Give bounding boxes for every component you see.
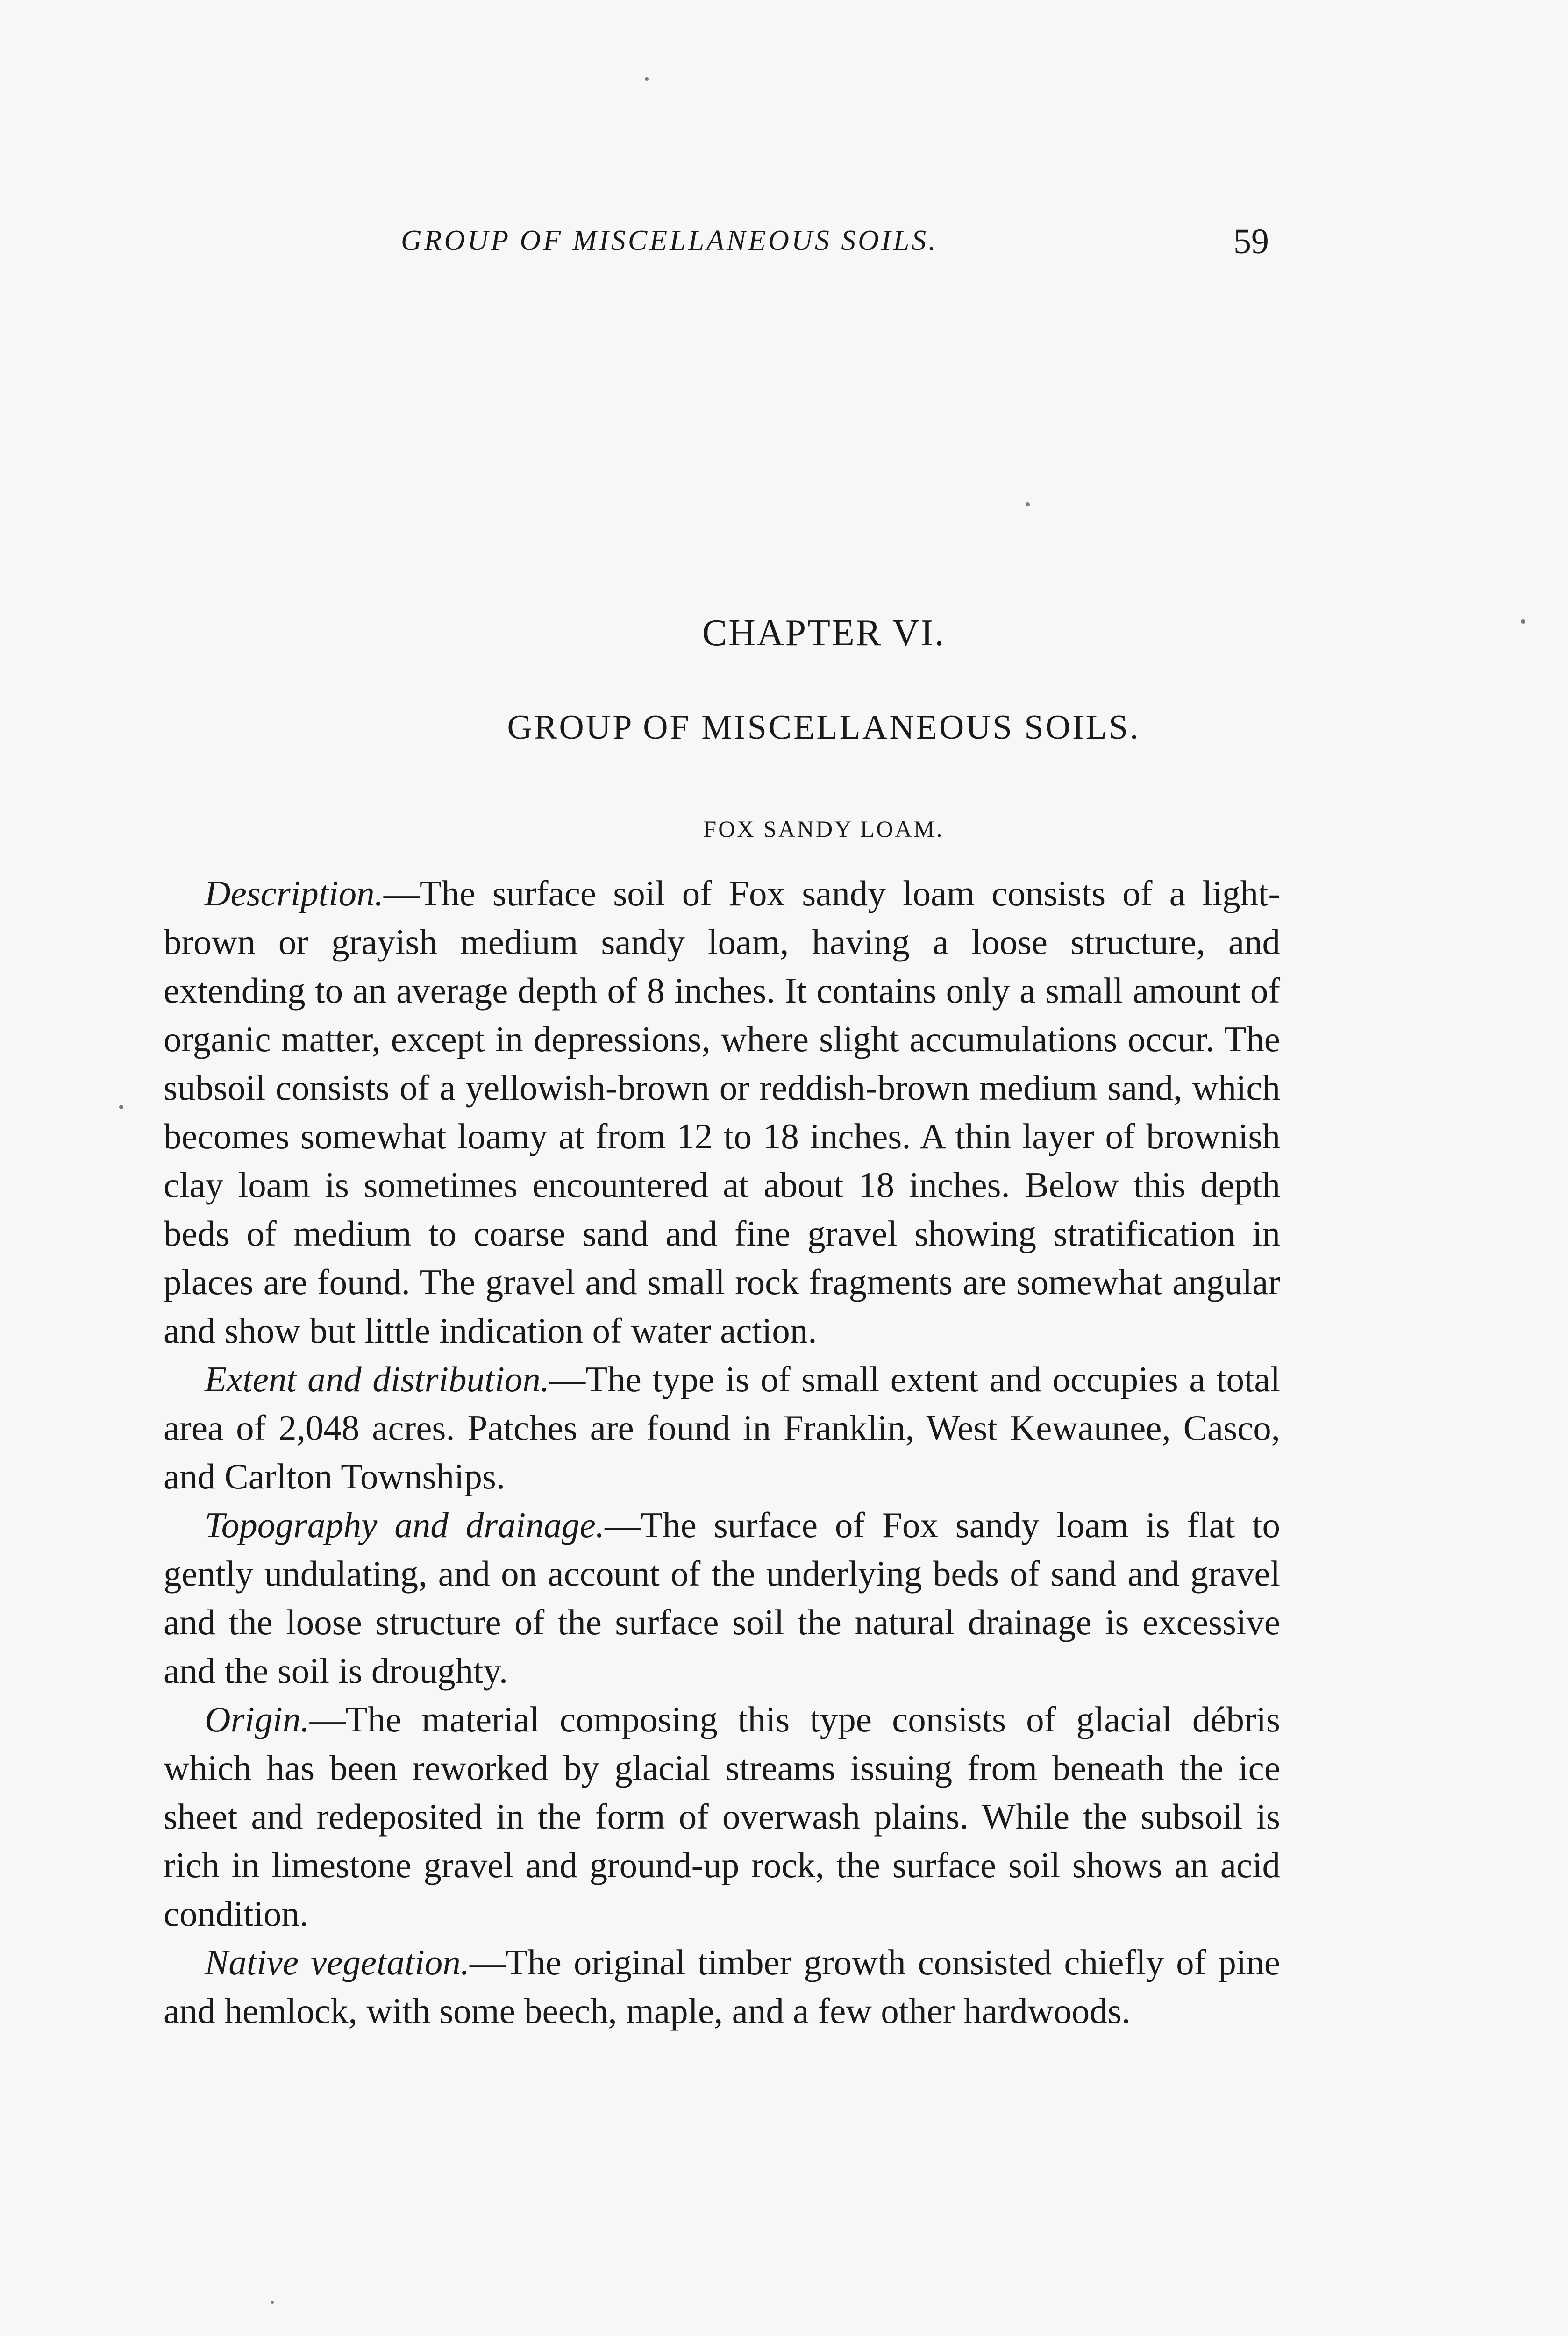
scan-speck — [271, 2301, 274, 2304]
paragraph-lead: Topography and drainage. — [205, 1505, 605, 1545]
paragraph-extent — [164, 1355, 1280, 1501]
paragraph-lead: Extent and distribution. — [205, 1359, 550, 1399]
paragraph-text: —The material composing this type consists of glacial débris which has been reworked by glacial streams issuing from beneath the ice sheet and redeposited in the form of overwash plains. While the subsoil is rich in limestone gravel and ground-up rock, the surface soil shows an acid condition. — [164, 1699, 1280, 1934]
paragraph-lead: Origin. — [205, 1699, 310, 1739]
page-number: 59 — [1233, 222, 1269, 261]
paragraph-description — [164, 869, 1280, 1355]
section-title: FOX SANDY LOAM. — [703, 816, 944, 842]
scan-speck — [119, 1105, 123, 1109]
paragraph-origin — [164, 1695, 1280, 1938]
body-text — [164, 869, 1280, 2035]
scan-speck — [645, 77, 649, 81]
chapter-title: GROUP OF MISCELLANEOUS SOILS. — [507, 708, 1140, 747]
paragraph-topography — [164, 1501, 1280, 1695]
paragraph-lead: Native vegetation. — [205, 1942, 470, 1982]
running-title: GROUP OF MISCELLANEOUS SOILS. — [401, 225, 938, 256]
paragraph-text: —The surface soil of Fox sandy loam consists of a light-brown or grayish medium sandy loam, having a loose structure, and extending to an average depth of 8 inches. It contains only a small amount of organic matter, except in depressions, where slight accumulations occur. The subsoil consists of a yellowish-brown or reddish-brown medium sand, which becomes somewhat loamy at from 12 to 18 inches. A thin layer of brownish clay loam is sometimes encountered at about 18 inches. Below this depth beds of medium to coarse sand and fine gravel showing stratification in places are found. The gravel and small rock fragments are somewhat angular and show but little indication of water action. — [164, 873, 1280, 1351]
paragraph-text: —The original timber growth consisted chiefly of pine and hemlock, with some beech, maple, and a few other hardwoods. — [164, 1942, 1280, 2031]
paragraph-text: —The type is of small extent and occupies a total area of 2,048 acres. Patches are found in Franklin, West Kewaunee, Casco, and Carlton Townships. — [164, 1359, 1280, 1496]
paragraph-lead: Description. — [205, 873, 384, 913]
chapter-number: CHAPTER VI. — [702, 612, 946, 654]
paragraph-vegetation — [164, 1938, 1280, 2035]
scan-speck — [1026, 502, 1030, 506]
running-head — [0, 224, 1568, 266]
scan-speck — [1521, 619, 1525, 624]
paragraph-text: —The surface of Fox sandy loam is flat to gently undulating, and on account of the underlying beds of sand and gravel and the loose structure of the surface soil the natural drainage is excessive and the soil is droughty. — [164, 1505, 1280, 1691]
